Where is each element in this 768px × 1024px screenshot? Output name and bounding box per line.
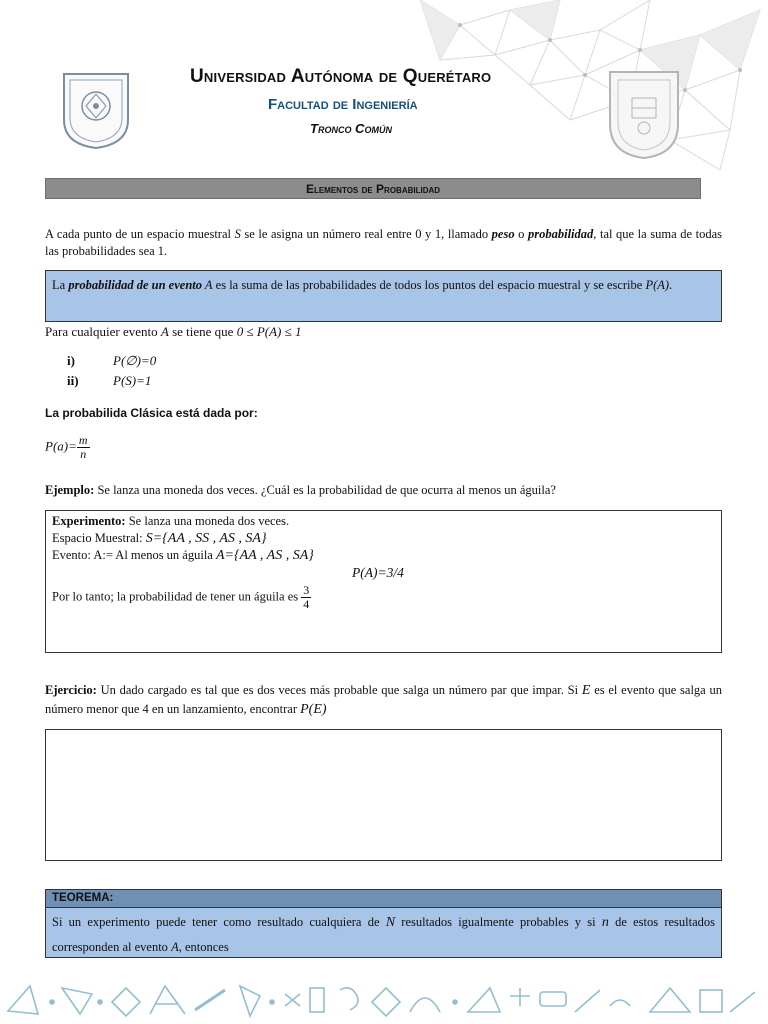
- property-item: ii) P(S)=1: [67, 373, 152, 388]
- intro-paragraph: A cada punto de un espacio muestral S se le asigna un número real entre 0 y 1, llamado peso o probabilidad, tal que la suma de todas las probabilidades sea 1.: [45, 227, 723, 258]
- university-seal-icon: [60, 70, 132, 150]
- example-statement: Ejemplo: Se lanza una moneda dos veces. ¿Cuál es la probabilidad de que ocurra al menos un águila?: [45, 483, 556, 497]
- theorem-heading: TEOREMA:: [45, 889, 722, 907]
- classic-formula: P(a)= $\frac{m}{n}$: [45, 433, 88, 462]
- property-list: [67, 353, 156, 393]
- exercise-statement: Ejercicio: Un dado cargado es tal que es dos veces más probable que salga un número par que impar. Si E es el evento que salga un número menor que 4 en un lanzamiento, encontrar P(E): [45, 683, 722, 717]
- theorem-body: Si un experimento puede tener como resultado cualquiera de N resultados igualmente probables y si n de estos resultados corresponden al evento A, entonces: [45, 907, 722, 958]
- math-doodle-border-icon: [0, 966, 768, 1024]
- event-line: Evento: A:= Al menos un águila A={AA , AS , SA}: [52, 548, 314, 563]
- experiment-line: Experimento: Se lanza una moneda dos veces.: [52, 514, 290, 528]
- range-statement: Para cualquier evento A se tiene que 0 ≤ P(A) ≤ 1: [45, 324, 302, 339]
- exercise-answer-box[interactable]: [45, 729, 722, 861]
- example-box: [45, 510, 722, 653]
- classic-heading: La probabilida Clásica está dada por:: [45, 406, 258, 420]
- faculty-name: Facultad de Ingeniería: [268, 96, 418, 113]
- conclusion-line: Por lo tanto; la probabilidad de tener un águila es $\frac{3}{4}$: [52, 583, 310, 612]
- sample-space-line: Espacio Muestral: S={AA , SS , AS , SA}: [52, 531, 267, 546]
- program-name: Tronco Común: [310, 121, 392, 136]
- property-item: i) P(∅)=0: [67, 353, 157, 368]
- result-line: P(A)=3/4: [352, 565, 404, 580]
- definition-box: La probabilidad de un evento A es la suma de las probabilidades de todos los puntos del espacio muestral y se escribe P(A).: [45, 270, 722, 322]
- section-title: Elementos de Probabilidad: [45, 178, 701, 199]
- university-name: Universidad Autónoma de Querétaro: [190, 66, 492, 87]
- engineering-seal-icon: [606, 68, 682, 160]
